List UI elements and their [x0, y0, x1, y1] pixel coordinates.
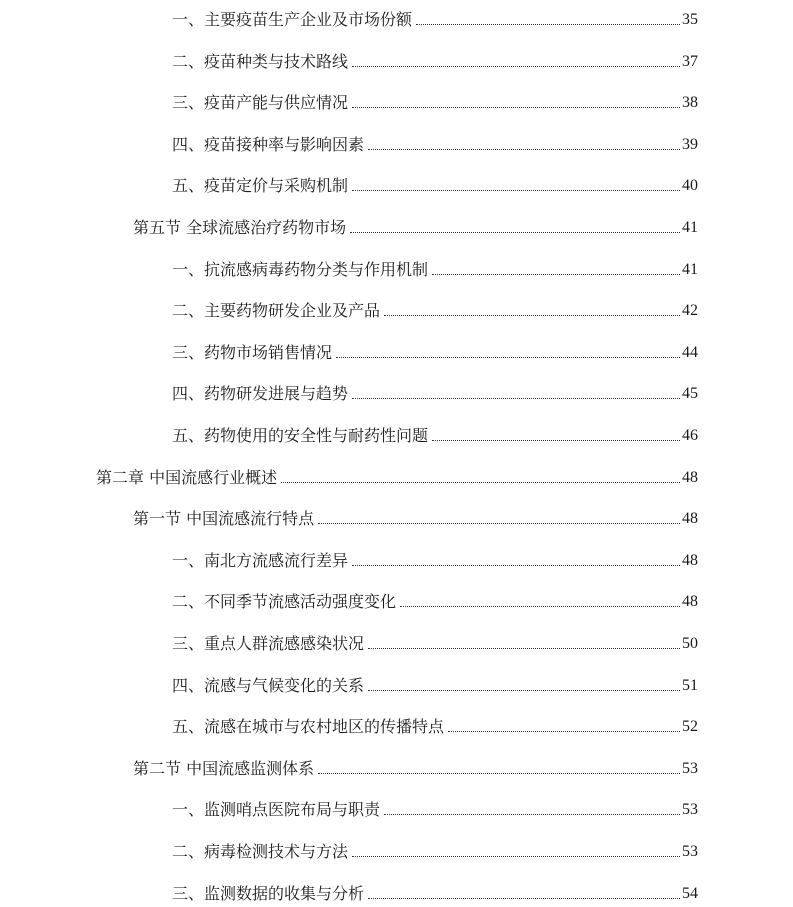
toc-entry-title: 一、主要疫苗生产企业及市场份额: [172, 10, 413, 29]
toc-entry-page-number: 53: [682, 843, 698, 860]
toc-entry[interactable]: [133, 503, 698, 529]
toc-dot-leader: [352, 106, 680, 108]
toc-entry-page-number: 46: [682, 427, 698, 444]
toc-entry-title: 一、监测哨点医院布局与职责: [172, 800, 381, 820]
toc-entry[interactable]: [172, 420, 698, 446]
toc-dot-leader: [318, 772, 680, 774]
toc-entry-title: 三、监测数据的收集与分析: [172, 883, 365, 903]
toc-dot-leader: [352, 65, 680, 67]
toc-entry-page-number: 48: [682, 593, 698, 611]
toc-entry[interactable]: [96, 462, 698, 488]
toc-entry-title: 第五节 全球流感治疗药物市场: [133, 218, 347, 237]
toc-entry-page-number: 54: [682, 884, 698, 902]
toc-entry-title: 二、不同季节流感活动强度变化: [172, 592, 397, 612]
toc-entry-title: 三、重点人群流感感染状况: [172, 634, 365, 653]
toc-dot-leader: [352, 564, 680, 566]
toc-entry-title: 第一节 中国流感流行特点: [133, 509, 315, 529]
toc-entry-title: 一、抗流感病毒药物分类与作用机制: [172, 259, 429, 279]
toc-entry[interactable]: [172, 378, 698, 404]
toc-entry[interactable]: [172, 337, 698, 363]
toc-entry-page-number: 48: [682, 468, 698, 486]
toc-entry-title: 一、南北方流感流行差异: [172, 550, 349, 570]
toc-entry-page-number: 48: [682, 510, 698, 528]
toc-dot-leader: [432, 273, 680, 275]
toc-entry-page-number: 37: [682, 52, 698, 70]
toc-dot-leader: [368, 647, 680, 649]
toc-entry-page-number: 53: [682, 801, 698, 819]
toc-entry-title: 四、疫苗接种率与影响因素: [172, 134, 365, 154]
toc-entry[interactable]: [172, 254, 698, 280]
toc-dot-leader: [384, 314, 680, 316]
toc-dot-leader: [432, 439, 680, 441]
toc-dot-leader: [368, 897, 680, 899]
toc-entry-title: 二、病毒检测技术与方法: [172, 842, 349, 861]
toc-entry-page-number: 38: [682, 94, 698, 112]
toc-entry-title: 三、药物市场销售情况: [172, 342, 333, 362]
toc-entry-title: 五、流感在城市与农村地区的传播特点: [172, 717, 445, 737]
toc-entry-page-number: 41: [682, 260, 698, 278]
toc-entry-page-number: 53: [682, 759, 698, 777]
toc-entry-page-number: 42: [682, 302, 698, 320]
toc-dot-leader: [448, 730, 680, 732]
toc-entry[interactable]: [172, 545, 698, 571]
toc-entry-title: 二、疫苗种类与技术路线: [172, 51, 349, 71]
toc-entry-title: 三、疫苗产能与供应情况: [172, 93, 349, 113]
toc-entry[interactable]: [172, 295, 698, 321]
toc-entry-page-number: 45: [682, 385, 698, 403]
toc-entry-title: 第二章 中国流感行业概述: [96, 467, 278, 487]
toc-dot-leader: [336, 356, 680, 358]
toc-entry-page-number: 40: [682, 177, 698, 195]
toc-entry-page-number: 48: [682, 551, 698, 569]
toc-entry[interactable]: [172, 878, 698, 904]
toc-entry[interactable]: [172, 711, 698, 737]
toc-dot-leader: [352, 397, 680, 399]
toc-entry-page-number: 51: [682, 676, 698, 694]
toc-entry-title: 五、药物使用的安全性与耐药性问题: [172, 426, 429, 445]
toc-entry-title: 第二节 中国流感监测体系: [133, 758, 315, 778]
toc-entry-page-number: 35: [682, 11, 698, 28]
toc-entry-title: 五、疫苗定价与采购机制: [172, 176, 349, 196]
toc-entry[interactable]: [172, 129, 698, 155]
toc-dot-leader: [350, 231, 680, 233]
toc-entry-page-number: 44: [682, 343, 698, 361]
toc-dot-leader: [318, 522, 680, 524]
toc-dot-leader: [384, 813, 680, 815]
toc-dot-leader: [352, 855, 680, 857]
toc-entry[interactable]: [172, 46, 698, 72]
toc-entry[interactable]: [172, 87, 698, 113]
toc-entry-page-number: 39: [682, 135, 698, 153]
toc-entry[interactable]: [172, 794, 698, 820]
toc-entry-page-number: 52: [682, 718, 698, 736]
toc-entry[interactable]: [172, 628, 698, 654]
toc-dot-leader: [281, 481, 680, 483]
toc-dot-leader: [368, 689, 680, 691]
toc-entry[interactable]: [172, 170, 698, 196]
toc-entry[interactable]: [133, 753, 698, 779]
toc-dot-leader: [400, 605, 680, 607]
toc-dot-leader: [368, 148, 680, 150]
toc-dot-leader: [416, 23, 680, 25]
toc-entry-title: 二、主要药物研发企业及产品: [172, 301, 381, 321]
toc-entry[interactable]: [172, 586, 698, 612]
toc-entry-page-number: 50: [682, 635, 698, 652]
toc-entry[interactable]: [172, 4, 698, 30]
toc-entry-title: 四、流感与气候变化的关系: [172, 675, 365, 695]
toc-entry-page-number: 41: [682, 219, 698, 236]
toc-dot-leader: [352, 189, 680, 191]
toc-entry[interactable]: [133, 212, 698, 238]
toc-entry[interactable]: [172, 836, 698, 862]
toc-entry-title: 四、药物研发进展与趋势: [172, 384, 349, 404]
toc-entry[interactable]: [172, 670, 698, 696]
